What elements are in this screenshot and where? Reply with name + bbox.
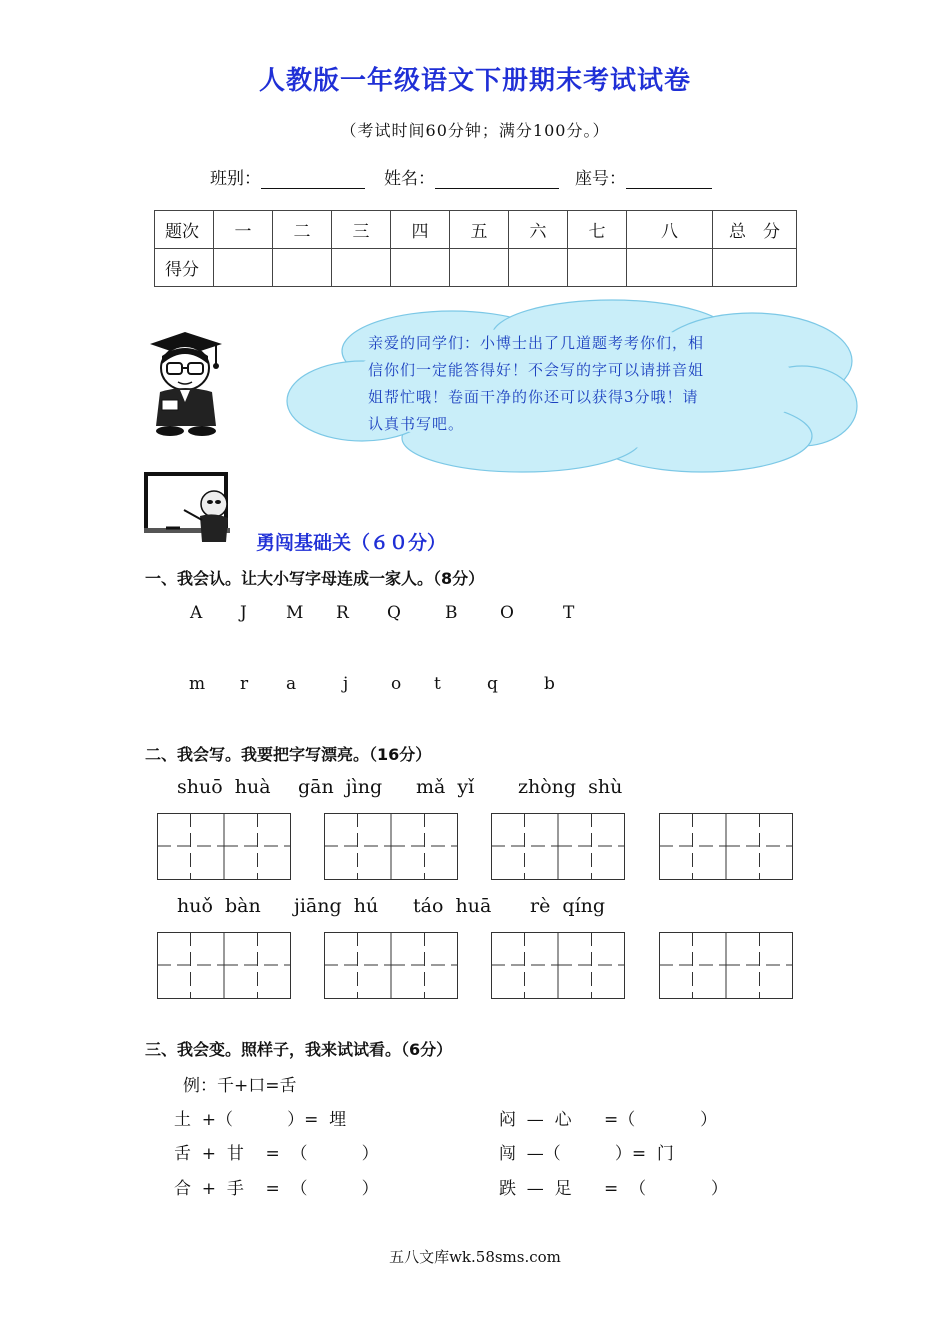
score-table-cell: 题次 <box>155 211 214 249</box>
score-table-cell: 六 <box>509 211 568 249</box>
lowercase-letter[interactable]: b <box>544 674 555 694</box>
uppercase-letter[interactable]: J <box>240 603 247 623</box>
greeting-line: 认真书写吧。 <box>368 415 465 433</box>
character-equation[interactable]: 土 +（ ）= 埋 <box>174 1110 347 1130</box>
pinyin-label: zhòng shù <box>518 776 623 798</box>
lowercase-letter[interactable]: q <box>487 674 498 694</box>
footer-watermark: 五八文库wk.58sms.com <box>389 1248 561 1266</box>
writing-grid[interactable] <box>659 932 793 999</box>
section-title: 勇闯基础关（６０分） <box>256 532 447 554</box>
score-table-cell: 三 <box>332 211 391 249</box>
pinyin-label: huǒ bàn <box>177 895 261 917</box>
question-1-title: 一、我会认。让大小写字母连成一家人。（8分） <box>145 569 485 588</box>
score-table-cell: 四 <box>391 211 450 249</box>
greeting-line: 信你们一定能答得好！不会写的字可以请拼音姐 <box>368 361 705 379</box>
score-table-cell: 总 分 <box>713 211 797 249</box>
score-table-cell: 五 <box>450 211 509 249</box>
character-equation[interactable]: 跌 — 足 = （ ） <box>499 1179 728 1199</box>
character-equation[interactable]: 合 + 手 = （ ） <box>174 1179 379 1199</box>
writing-grid[interactable] <box>491 932 625 999</box>
writing-grid[interactable] <box>491 813 625 880</box>
lowercase-letter[interactable]: j <box>343 674 349 694</box>
uppercase-letter[interactable]: T <box>563 603 575 623</box>
question-2-title: 二、我会写。我要把字写漂亮。（16分） <box>145 745 432 764</box>
writing-grid[interactable] <box>324 932 458 999</box>
class-label: 班别： <box>210 169 261 189</box>
greeting-line: 亲爱的同学们：小博士出了几道题考考你们，相 <box>368 334 705 352</box>
uppercase-letter[interactable]: M <box>286 603 304 623</box>
uppercase-letter[interactable]: R <box>336 603 349 623</box>
uppercase-letter[interactable]: Q <box>387 603 401 623</box>
seat-label: 座号： <box>575 169 626 189</box>
name-label: 姓名： <box>384 169 435 189</box>
uppercase-letter[interactable]: A <box>190 603 203 623</box>
score-table-cell: 二 <box>273 211 332 249</box>
pinyin-label: rè qíng <box>530 895 606 917</box>
greeting-line: 姐帮忙哦！卷面干净的你还可以获得3分哦！请 <box>368 388 699 406</box>
lowercase-letter[interactable]: a <box>286 674 297 694</box>
exam-subtitle: （考试时间60分钟；满分100分。） <box>340 121 610 140</box>
lowercase-letter[interactable]: m <box>189 674 206 694</box>
uppercase-letter[interactable]: O <box>500 603 514 623</box>
question-3-title: 三、我会变。照样子，我来试试看。（6分） <box>145 1040 453 1059</box>
score-table-cell: 七 <box>568 211 627 249</box>
character-equation[interactable]: 闷 — 心 =（ ） <box>499 1110 718 1130</box>
character-equation[interactable]: 舌 + 甘 = （ ） <box>174 1144 379 1164</box>
lowercase-letter[interactable]: t <box>434 674 441 694</box>
writing-grid[interactable] <box>157 932 291 999</box>
writing-grid[interactable] <box>659 813 793 880</box>
pinyin-label: jiāng hú <box>294 895 379 917</box>
pinyin-label: shuō huà <box>177 776 271 798</box>
score-table-cell: 得分 <box>155 249 214 287</box>
writing-grid[interactable] <box>324 813 458 880</box>
pinyin-label: gān jìng <box>298 776 383 798</box>
lowercase-letter[interactable]: r <box>240 674 249 694</box>
score-table-cell: 八 <box>627 211 713 249</box>
uppercase-letter[interactable]: B <box>445 603 458 623</box>
score-table-cell: 一 <box>214 211 273 249</box>
character-equation[interactable]: 闯 —（ ）= 门 <box>499 1144 674 1164</box>
pinyin-label: táo huā <box>413 895 492 917</box>
page-title: 人教版一年级语文下册期末考试试卷 <box>258 66 691 96</box>
pinyin-label: mǎ yǐ <box>416 776 475 798</box>
example-equation: 例：千+口=舌 <box>183 1076 297 1096</box>
writing-grid[interactable] <box>157 813 291 880</box>
lowercase-letter[interactable]: o <box>391 674 402 694</box>
